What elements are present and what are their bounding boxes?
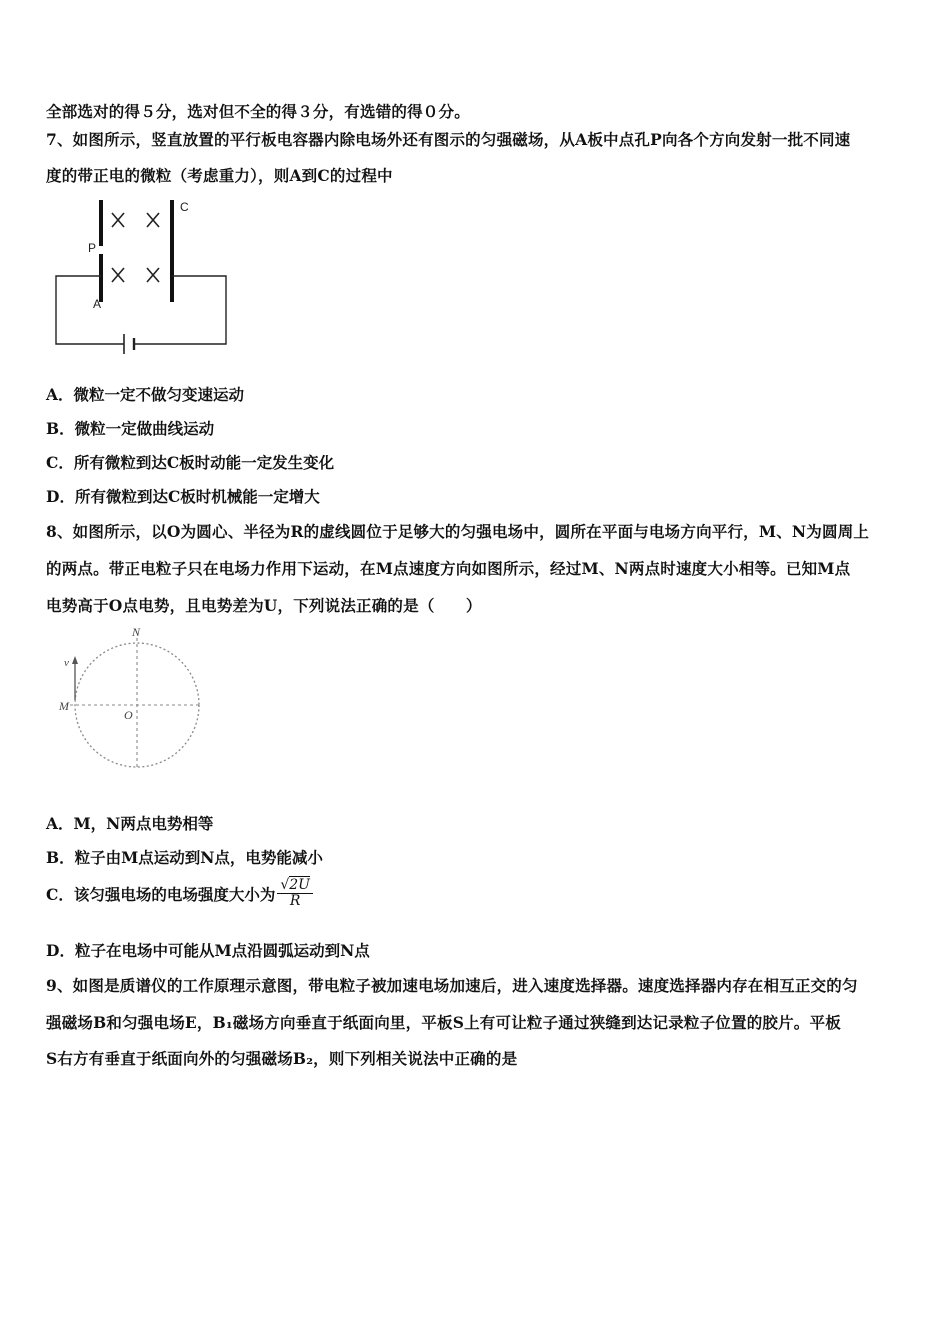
- intro-line: 全部选对的得５分，选对但不全的得３分，有选错的得０分。: [46, 102, 470, 121]
- fraction-denominator: R: [289, 893, 301, 910]
- q8-option-d: D．粒子在电场中可能从M点沿圆弧运动到N点: [46, 941, 370, 960]
- label-v: v: [64, 657, 69, 669]
- q8-stem-line-3: 电势高于O点电势，且电势差为U，下列说法正确的是（ ）: [46, 596, 482, 615]
- plate-a-upper: [99, 200, 103, 246]
- q8-option-c: [46, 878, 313, 910]
- q7-option-d: D．所有微粒到达C板时机械能一定增大: [46, 487, 320, 506]
- q7-stem-line-2: 度的带正电的微粒（考虑重力），则A到C的过程中: [46, 166, 393, 185]
- label-a: A: [93, 297, 102, 311]
- q9-stem-line-3: S右方有垂直于纸面向外的匀强磁场B₂，则下列相关说法中正确的是: [46, 1049, 518, 1068]
- q7-capacitor-figure: [50, 194, 235, 359]
- q8-circle-figure: [56, 624, 206, 774]
- label-c: C: [180, 200, 189, 214]
- magnetic-field-crosses: [112, 213, 159, 282]
- q7-stem-line-1: 7、如图所示，竖直放置的平行板电容器内除电场外还有图示的匀强磁场，从A板中点孔P向各个方向发射一批不同速: [46, 130, 851, 149]
- q8-option-c-text: C．该匀强电场的电场强度大小为: [46, 884, 276, 904]
- label-m: M: [59, 699, 69, 713]
- q7-option-a: A．微粒一定不做匀变速运动: [46, 385, 245, 404]
- fraction-numerator: 2U: [289, 877, 310, 893]
- q8-stem-line-1: 8、如图所示，以O为圆心、半径为R的虚线圆位于足够大的匀强电场中，圆所在平面与电场方向平行，M、N为圆周上: [46, 522, 870, 541]
- plate-a-lower: [99, 254, 103, 302]
- velocity-arrowhead: [72, 656, 78, 664]
- q8-option-b: B．粒子由M点运动到N点，电势能减小: [46, 848, 323, 867]
- field-strength-fraction: $\frac{√2U}{R}$: [277, 878, 313, 910]
- circuit-wires: [56, 276, 226, 344]
- label-p: P: [88, 241, 97, 255]
- q7-option-b: B．微粒一定做曲线运动: [46, 419, 215, 438]
- label-n: N: [132, 625, 141, 639]
- q9-stem-line-1: 9、如图是质谱仪的工作原理示意图，带电粒子被加速电场加速后，进入速度选择器。速度选择器内存在相互正交的匀: [46, 976, 858, 995]
- q8-stem-line-2: 的两点。带正电粒子只在电场力作用下运动，在M点速度方向如图所示，经过M、N两点时速度大小相等。已知M点: [46, 559, 851, 578]
- plate-c: [170, 200, 174, 302]
- q9-stem-line-2: 强磁场B和匀强电场E，B₁磁场方向垂直于纸面向里，平板S上有可让粒子通过狭缝到达记录粒子位置的胶片。平板: [46, 1013, 841, 1032]
- q8-option-a: A．M，N两点电势相等: [46, 814, 214, 833]
- q7-option-c: C．所有微粒到达C板时动能一定发生变化: [46, 453, 335, 472]
- label-o: O: [124, 708, 133, 722]
